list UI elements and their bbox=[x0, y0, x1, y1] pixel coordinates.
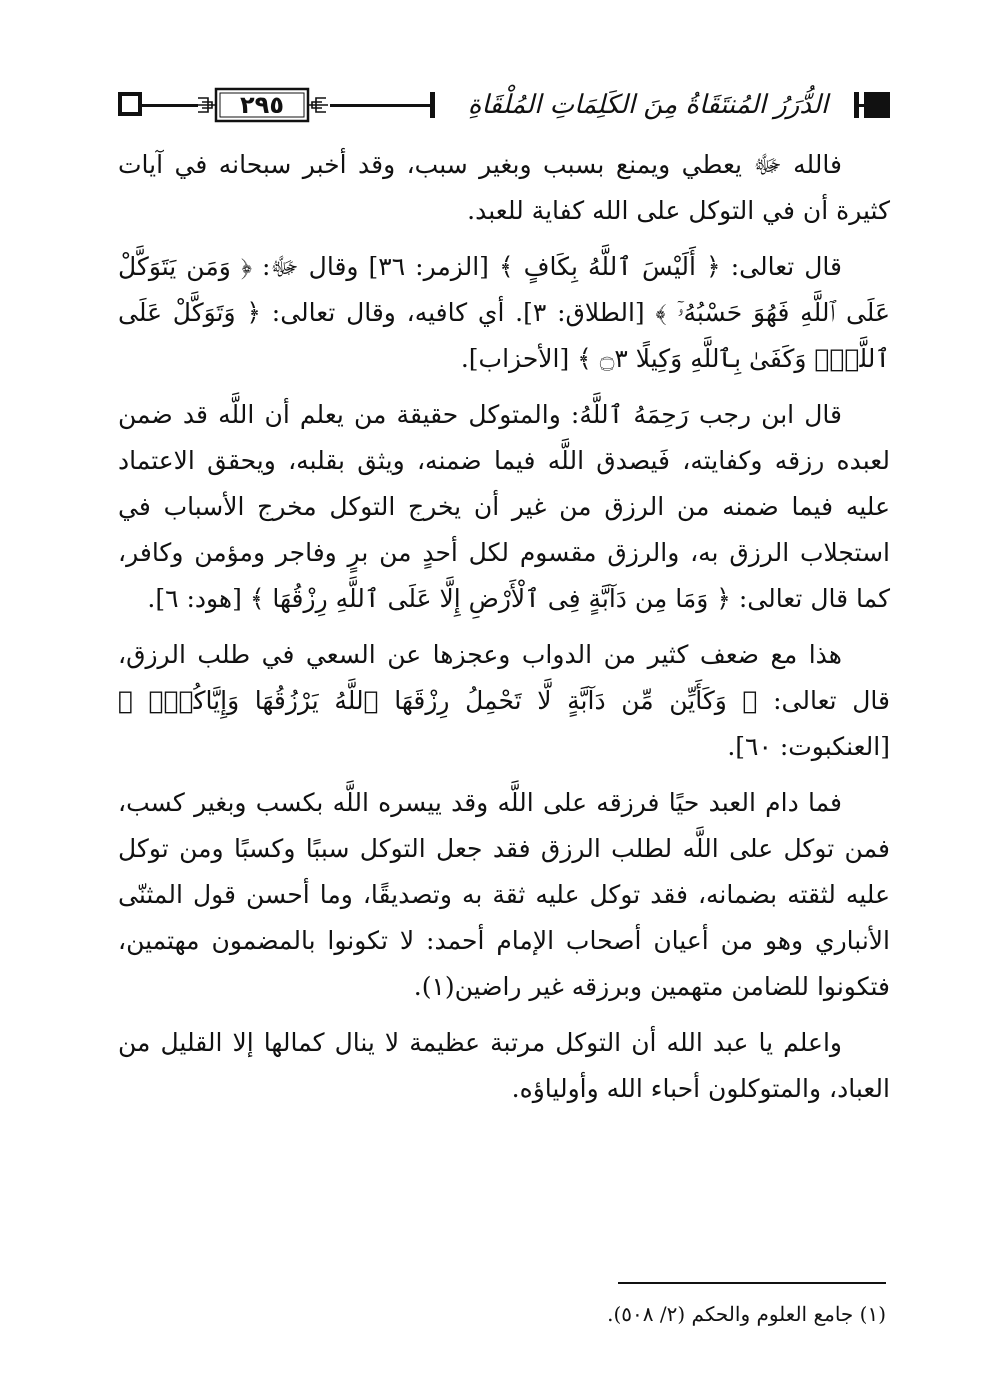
paragraph: فالله ﷻ يعطي ويمنع بسبب وبغير سبب، وقد أخبر سبحانه في آيات كثيرة أن في التوكل على الله كفاية للعبد. bbox=[118, 150, 890, 225]
paragraph: قال ابن رجب رَحِمَهُ ٱللَّهُ: والمتوكل حقيقة من يعلم أن اللَّه قد ضمن لعبده رزقه وكفايته، فَيصدق اللَّه فيما ضمنه، ويثق بقلبه، ويحقق الاعتماد عليه فيما ضمنه من الرزق من غير أن يخرج التوكل مخرج الأسباب في استجلاب الرزق به، والرزق مقسوم لكل أحدٍ من برٍ وفاجر ومؤمن وكافر، كما قال تعالى: ﴿ وَمَا مِن دَآبَّةٍ فِى ٱلْأَرْضِ إِلَّا عَلَى ٱللَّهِ رِزْقُهَا ﴾ [هود: ٦]. bbox=[118, 400, 890, 613]
page-number-frame bbox=[194, 86, 330, 124]
header-square-ornament bbox=[864, 92, 890, 118]
paragraph: واعلم يا عبد الله أن التوكل مرتبة عظيمة لا ينال كمالها إلا القليل من العباد، والمتوكلون أحباء الله وأولياؤه. bbox=[118, 1028, 890, 1103]
header-rule bbox=[330, 104, 430, 107]
header-bar-ornament bbox=[430, 92, 435, 118]
page-body bbox=[118, 142, 890, 1122]
page-number: ٢٩٥ bbox=[240, 91, 284, 119]
book-title: الدُّرَرُ المُنتَقَاةُ مِنَ الكَلِمَاتِ المُلْقَاةِ bbox=[467, 90, 829, 120]
header-square-ornament bbox=[118, 92, 142, 116]
paragraph: هذا مع ضعف كثير من الدواب وعجزها عن السعي في طلب الرزق، قال تعالى: ﴿ وَكَأَيِّن مِّن دَآبَّةٍ لَّا تَحْمِلُ رِزْقَهَا ٱللَّهُ يَرْزُقُهَا وَإِيَّاكُمْۚ ﴾ [العنكبوت: ٦٠]. bbox=[118, 640, 890, 761]
paragraph: قال تعالى: ﴿ أَلَيْسَ ٱللَّهُ بِكَافٍ ﴾ [الزمر: ٣٦] وقال ﷻ: ﴿ وَمَن يَتَوَكَّلْ عَلَى ٱللَّهِ فَهُوَ حَسْبُهُۥٓ ﴾ [الطلاق: ٣]. أي كافيه، وقال تعالى: ﴿ وَتَوَكَّلْ عَلَى ٱللَّهِۚ وَكَفَىٰ بِٱللَّهِ وَكِيلًا ۝٣ ﴾ [الأحزاب]. bbox=[118, 252, 890, 373]
footnote-separator bbox=[618, 1282, 886, 1284]
page-header bbox=[118, 86, 890, 126]
paragraph: فما دام العبد حيًا فرزقه على اللَّه وقد ييسره اللَّه بكسب وبغير كسب، فمن توكل على اللَّه لطلب الرزق فقد جعل التوكل سببًا وكسبًا ومن توكل عليه لثقته بضمانه، فقد توكل عليه ثقة به وتصديقًا، وما أحسن قول المثنّى الأنباري وهو من أعيان أصحاب الإمام أحمد: لا تكونوا بالمضمون مهتمين، فتكونوا للضامن متهمين وبرزقه غير راضين(١). bbox=[118, 788, 890, 1001]
footnote: (١) جامع العلوم والحكم (٢/ ٥٠٨). bbox=[607, 1302, 886, 1326]
header-rule bbox=[142, 104, 198, 107]
